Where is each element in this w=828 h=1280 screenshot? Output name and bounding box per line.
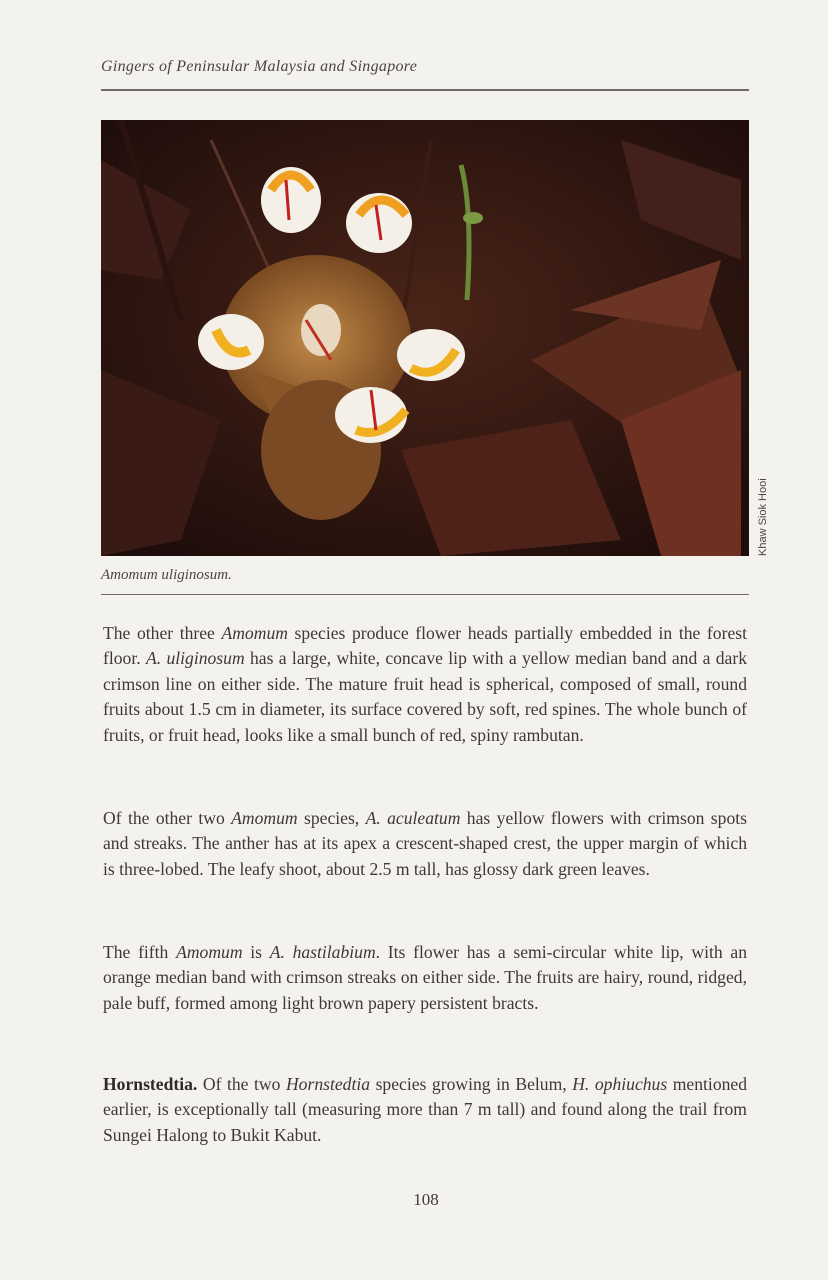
page-number: 108 (413, 1190, 439, 1209)
header-rule (101, 89, 749, 91)
figure-caption: Amomum uliginosum. (101, 567, 232, 583)
paragraph-hornstedtia: Hornstedtia. Of the two Hornstedtia species growing in Belum, H. ophiuchus mentioned earlier, is exceptionally tall (measuring more than 7 m tall) and found along the trail from Sungei Halong to Bukit Kabut. (103, 1074, 748, 1145)
paragraph-amomum-uliginosum: The other three Amomum species produce flower heads partially embedded in the forest floor. A. uliginosum has a large, white, concave lip with a yellow median band and a dark crimson line on either side. The mature fruit head is spherical, composed of small, round fruits about 1.5 cm in diameter, its surface covered by soft, red spines. The whole bunch of fruits, or fruit head, looks like a small bunch of red, spiny rambutan. (103, 623, 747, 745)
section-heading: Hornstedtia. (103, 1074, 198, 1094)
caption-rule (101, 594, 749, 595)
figure-photo (101, 120, 749, 556)
photo-credit: Khaw Siok Hooi (757, 478, 769, 556)
running-header: Gingers of Peninsular Malaysia and Singapore (101, 58, 418, 75)
paragraph-amomum-hastilabium: The fifth Amomum is A. hastilabium. Its flower has a semi-circular white lip, with an orange median band with crimson streaks on either side. The fruits are hairy, round, ridged, pale buff, formed among light brown papery persistent bracts. (103, 942, 747, 1013)
paragraph-amomum-aculeatum: Of the other two Amomum species, A. aculeatum has yellow flowers with crimson spots and streaks. The anther has at its apex a crescent-shaped crest, the upper margin of which is three-lobed. The leafy shoot, about 2.5 m tall, has glossy dark green leaves. (103, 808, 747, 879)
